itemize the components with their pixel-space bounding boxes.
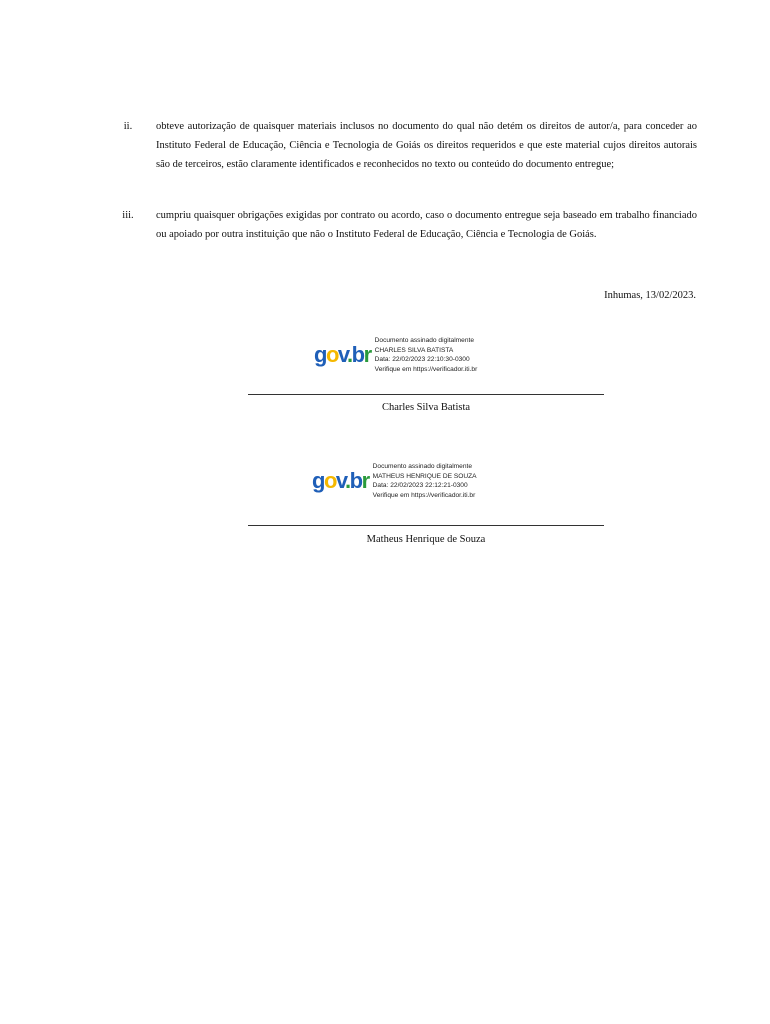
stamp-line-signer: MATHEUS HENRIQUE DE SOUZA	[372, 472, 477, 480]
list-item-number: iii.	[122, 210, 134, 221]
stamp-line-verify: Verifique em https://verificador.iti.br	[372, 491, 476, 499]
stamp-line-title: Documento assinado digitalmente	[372, 463, 472, 470]
list-item-text: obteve autorização de quaisquer materiais inclusos no documento do qual não detém os direitos de autor/a, para conceder ao Instituto Federal de Educação, Ciência e Tecnologia de Goiás os direitos requeridos e que este material cujos direitos autorais são de terceiros, estão claramente identificados e reconhecidos no texto ou conteúdo do documento entregue;	[156, 121, 697, 171]
stamp-line-date: Data: 22/02/2023 22:12:21-0300	[372, 482, 468, 490]
place-and-date: Inhumas, 13/02/2023.	[604, 290, 696, 301]
stamp-line-verify: Verifique em https://verificador.iti.br	[374, 365, 478, 373]
digital-signature-stamp	[314, 336, 477, 374]
list-item-number: ii.	[123, 121, 133, 132]
gov-br-logo: gov.br	[312, 468, 369, 494]
signature-line	[248, 525, 604, 526]
stamp-text	[375, 336, 478, 374]
gov-br-logo: gov.br	[314, 342, 371, 368]
list-item-text: cumpriu quaisquer obrigações exigidas por contrato ou acordo, caso o documento entregue seja baseado em trabalho financiado ou apoiado por outra instituição que não o Instituto Federal de Educação, Ciência e Tecnologia de Goiás.	[156, 210, 697, 241]
digital-signature-stamp	[312, 462, 477, 500]
signer-name: Matheus Henrique de Souza	[366, 534, 486, 545]
stamp-line-date: Data: 22/02/2023 22:10:30-0300	[374, 356, 470, 364]
signer-name: Charles Silva Batista	[381, 402, 471, 413]
signature-line	[248, 394, 604, 395]
stamp-line-title: Documento assinado digitalmente	[374, 337, 474, 344]
stamp-line-signer: CHARLES SILVA BATISTA	[374, 346, 454, 354]
stamp-text	[373, 462, 477, 500]
